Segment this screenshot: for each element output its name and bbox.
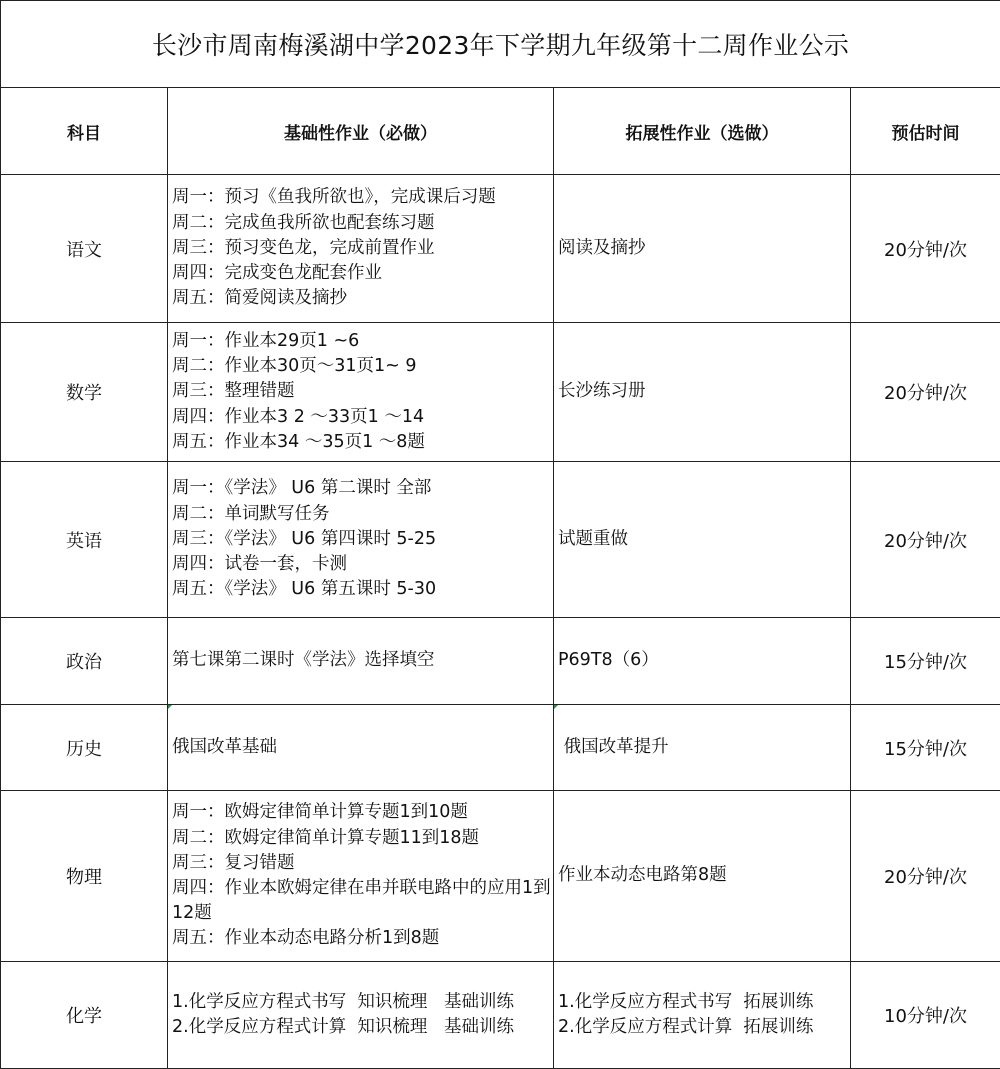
extended-homework-cell <box>554 962 851 1069</box>
homework-line: 周四：作业本3 2 ～33页1 ～14 <box>172 405 553 430</box>
basic-homework-cell <box>168 791 554 962</box>
time-cell: 15分钟/次 <box>851 618 1000 705</box>
subject-cell: 数学 <box>1 323 168 462</box>
basic-homework-cell <box>168 323 554 462</box>
homework-line: 周三：预习变色龙，完成前置作业 <box>172 236 553 261</box>
homework-line: 俄国改革提升 <box>558 735 850 760</box>
extended-homework-cell <box>554 791 851 962</box>
subject-cell: 化学 <box>1 962 168 1069</box>
homework-line: 周五：作业本34 ～35页1 ～8题 <box>172 430 553 455</box>
basic-homework-cell <box>168 705 554 791</box>
homework-line: 周三：整理错题 <box>172 379 553 404</box>
table-row-physics <box>1 791 1000 962</box>
table-row-chinese <box>1 175 1000 323</box>
homework-line: 周四：完成变色龙配套作业 <box>172 261 553 286</box>
table-row-history <box>1 705 1000 791</box>
table-row-english <box>1 462 1000 618</box>
basic-homework-cell <box>168 175 554 323</box>
page-title: 长沙市周南梅溪湖中学2023年下学期九年级第十二周作业公示 <box>1 1 1000 88</box>
homework-line: 周一：《学法》 U6 第二课时 全部 <box>172 476 553 501</box>
homework-line: 2.化学反应方程式计算 知识梳理 基础训练 <box>172 1015 553 1040</box>
homework-line: 周二：欧姆定律简单计算专题11到18题 <box>172 826 553 851</box>
homework-line: 俄国改革基础 <box>172 735 553 760</box>
time-cell: 15分钟/次 <box>851 705 1000 791</box>
extended-homework-cell <box>554 705 851 791</box>
homework-line: 第七课第二课时《学法》选择填空 <box>172 648 553 673</box>
subject-cell: 语文 <box>1 175 168 323</box>
homework-line: P69T8（6） <box>558 648 850 673</box>
homework-line: 周五：《学法》 U6 第五课时 5-30 <box>172 577 553 602</box>
header-extended-homework: 拓展性作业（选做） <box>554 88 851 175</box>
time-cell: 10分钟/次 <box>851 962 1000 1069</box>
time-cell: 20分钟/次 <box>851 175 1000 323</box>
homework-line: 周五：作业本动态电路分析1到8题 <box>172 926 553 951</box>
homework-line: 周四：试卷一套，卡测 <box>172 552 553 577</box>
header-subject: 科目 <box>1 88 168 175</box>
time-cell: 20分钟/次 <box>851 462 1000 618</box>
subject-cell: 物理 <box>1 791 168 962</box>
subject-cell: 英语 <box>1 462 168 618</box>
basic-homework-cell <box>168 462 554 618</box>
time-cell: 20分钟/次 <box>851 791 1000 962</box>
homework-line: 周五：简爱阅读及摘抄 <box>172 286 553 311</box>
table-row-politics <box>1 618 1000 705</box>
homework-line: 周一：作业本29页1 ~6 <box>172 329 553 354</box>
homework-line: 试题重做 <box>558 527 850 552</box>
homework-line: 周三：《学法》 U6 第四课时 5-25 <box>172 527 553 552</box>
header-estimated-time: 预估时间 <box>851 88 1000 175</box>
homework-line: 1.化学反应方程式书写 知识梳理 基础训练 <box>172 990 553 1015</box>
homework-line: 1.化学反应方程式书写 拓展训练 <box>558 990 850 1015</box>
homework-line: 周一：预习《鱼我所欲也》，完成课后习题 <box>172 185 553 210</box>
homework-line: 周二：作业本30页～31页1~ 9 <box>172 354 553 379</box>
extended-homework-cell <box>554 323 851 462</box>
cell-comment-marker <box>168 705 172 709</box>
subject-cell: 政治 <box>1 618 168 705</box>
homework-line: 长沙练习册 <box>558 379 850 404</box>
homework-line: 周二：完成鱼我所欲也配套练习题 <box>172 211 553 236</box>
basic-homework-cell <box>168 618 554 705</box>
homework-line: 周四：作业本欧姆定律在串并联电路中的应用1到12题 <box>172 876 553 926</box>
subject-cell: 历史 <box>1 705 168 791</box>
homework-line: 周一：欧姆定律简单计算专题1到10题 <box>172 800 553 825</box>
homework-line: 周二：单词默写任务 <box>172 502 553 527</box>
extended-homework-cell <box>554 462 851 618</box>
table-row-chemistry <box>1 962 1000 1069</box>
extended-homework-cell <box>554 618 851 705</box>
homework-line: 2.化学反应方程式计算 拓展训练 <box>558 1015 850 1040</box>
homework-line: 作业本动态电路第8题 <box>558 863 850 888</box>
basic-homework-cell <box>168 962 554 1069</box>
table-row-math <box>1 323 1000 462</box>
time-cell: 20分钟/次 <box>851 323 1000 462</box>
header-basic-homework: 基础性作业（必做） <box>168 88 554 175</box>
extended-homework-cell <box>554 175 851 323</box>
homework-line: 周三：复习错题 <box>172 851 553 876</box>
cell-comment-marker <box>554 705 558 709</box>
homework-line: 阅读及摘抄 <box>558 236 850 261</box>
